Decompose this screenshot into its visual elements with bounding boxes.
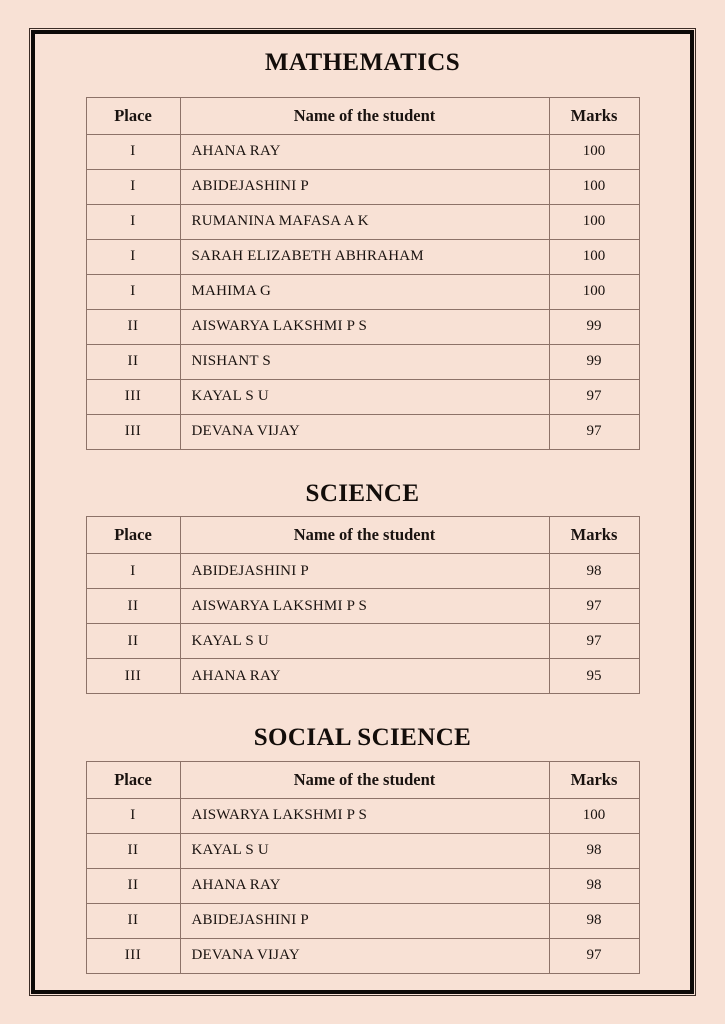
table-header-row (86, 517, 639, 554)
table-row (86, 204, 639, 239)
table-row (86, 309, 639, 344)
cell-place: I (86, 169, 180, 204)
cell-place: II (86, 309, 180, 344)
cell-place: I (86, 554, 180, 589)
table-header-row (86, 761, 639, 798)
cell-marks: 99 (549, 344, 639, 379)
cell-student-name: RUMANINA MAFASA A K (180, 204, 549, 239)
table-row (86, 414, 639, 449)
cell-marks: 97 (549, 414, 639, 449)
cell-marks: 97 (549, 624, 639, 659)
column-header-marks: Marks (549, 517, 639, 554)
cell-place: III (86, 379, 180, 414)
table-row (86, 659, 639, 694)
cell-marks: 95 (549, 659, 639, 694)
section-social-science (40, 694, 685, 974)
cell-marks: 97 (549, 589, 639, 624)
cell-marks: 100 (549, 798, 639, 833)
cell-marks: 97 (549, 379, 639, 414)
table-row (86, 344, 639, 379)
cell-place: II (86, 589, 180, 624)
section-title-social-science: SOCIAL SCIENCE (253, 724, 472, 751)
cell-place: III (86, 659, 180, 694)
table-row (86, 868, 639, 903)
table-row (86, 833, 639, 868)
column-header-place: Place (86, 97, 180, 134)
table-row (86, 798, 639, 833)
cell-marks: 100 (549, 169, 639, 204)
cell-student-name: AHANA RAY (180, 868, 549, 903)
cell-place: III (86, 938, 180, 973)
table-row (86, 169, 639, 204)
table-row (86, 379, 639, 414)
cell-marks: 98 (549, 903, 639, 938)
table-header-row (86, 97, 639, 134)
cell-student-name: KAYAL S U (180, 833, 549, 868)
cell-student-name: SARAH ELIZABETH ABHRAHAM (180, 239, 549, 274)
cell-student-name: NISHANT S (180, 344, 549, 379)
cell-student-name: KAYAL S U (180, 379, 549, 414)
column-header-place: Place (86, 761, 180, 798)
column-header-name: Name of the student (180, 517, 549, 554)
cell-marks: 98 (549, 868, 639, 903)
cell-student-name: AISWARYA LAKSHMI P S (180, 589, 549, 624)
section-science (40, 450, 685, 695)
table-body-mathematics (86, 134, 639, 449)
cell-place: II (86, 868, 180, 903)
table-row (86, 903, 639, 938)
cell-student-name: ABIDEJASHINI P (180, 903, 549, 938)
cell-marks: 100 (549, 239, 639, 274)
results-table-science (86, 516, 640, 694)
table-row (86, 554, 639, 589)
table-row (86, 624, 639, 659)
column-header-marks: Marks (549, 761, 639, 798)
section-mathematics (40, 36, 685, 450)
column-header-name: Name of the student (180, 97, 549, 134)
cell-place: III (86, 414, 180, 449)
section-title-mathematics: MATHEMATICS (264, 49, 461, 76)
cell-marks: 98 (549, 554, 639, 589)
column-header-name: Name of the student (180, 761, 549, 798)
table-row (86, 589, 639, 624)
table-row (86, 938, 639, 973)
results-table-mathematics (86, 97, 640, 450)
cell-place: II (86, 903, 180, 938)
column-header-marks: Marks (549, 97, 639, 134)
cell-place: I (86, 239, 180, 274)
page-content (40, 36, 685, 988)
cell-marks: 97 (549, 938, 639, 973)
cell-marks: 98 (549, 833, 639, 868)
cell-marks: 100 (549, 134, 639, 169)
results-table-social-science (86, 761, 640, 974)
cell-student-name: MAHIMA G (180, 274, 549, 309)
cell-student-name: ABIDEJASHINI P (180, 169, 549, 204)
table-row (86, 134, 639, 169)
cell-student-name: AISWARYA LAKSHMI P S (180, 309, 549, 344)
cell-place: II (86, 344, 180, 379)
cell-student-name: AHANA RAY (180, 659, 549, 694)
cell-place: I (86, 134, 180, 169)
cell-place: I (86, 204, 180, 239)
column-header-place: Place (86, 517, 180, 554)
cell-student-name: DEVANA VIJAY (180, 938, 549, 973)
cell-student-name: KAYAL S U (180, 624, 549, 659)
cell-marks: 100 (549, 274, 639, 309)
cell-place: I (86, 274, 180, 309)
cell-marks: 99 (549, 309, 639, 344)
cell-marks: 100 (549, 204, 639, 239)
cell-place: I (86, 798, 180, 833)
cell-student-name: AHANA RAY (180, 134, 549, 169)
table-row (86, 239, 639, 274)
cell-student-name: ABIDEJASHINI P (180, 554, 549, 589)
table-row (86, 274, 639, 309)
table-body-social-science (86, 798, 639, 973)
cell-student-name: AISWARYA LAKSHMI P S (180, 798, 549, 833)
cell-student-name: DEVANA VIJAY (180, 414, 549, 449)
cell-place: II (86, 833, 180, 868)
section-title-science: SCIENCE (305, 479, 420, 507)
table-body-science (86, 554, 639, 694)
cell-place: II (86, 624, 180, 659)
